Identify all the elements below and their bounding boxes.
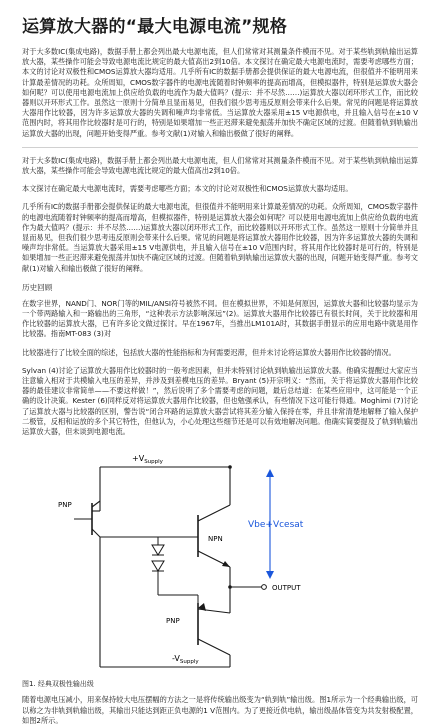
sylvan-paragraph: Sylvan (4)讨论了运算放大器用作比较器时的一般考虑因素，但并未特别讨论轨到轨输出运算放大器。他确实提醒过大家应当注意输入相对于共模输入电压的差异，并涉及到差模电压的差异。Bryant (5)开宗明义：“然而，关于将运算放大器用作比较器的最佳建议非常简单——不要这样做！”，然后说明了多个需要考虑的问题，最后总结道：在某些应用中，这可能是一个正确的设计决策。Kester (6)同样反对将运算放大器用作比较器，但也勉强承认，有些情况下这可能行得通。Moghimi (7)讨论了运算放大器与比较器的区别，警告说“闭合环路的运算放大器尝试将其差分输入保持在零，并且非常清楚地解释了输入保护二极管，反相和运放的多个其它特性，但他认为，小心处理这些细节还是可以有效地解决问题。他确实简要提及了轨到轨输出运算放大器，但未谈到电源电流。 [22, 365, 418, 437]
positive-supply-label: $+V_{Supply}$ [132, 454, 163, 466]
lower-pnp-label: PNP [166, 617, 180, 626]
diode-lower [152, 561, 164, 571]
output-label: OUTPUT [272, 584, 301, 593]
divider [22, 147, 418, 148]
page-title: 运算放大器的“最大电源电流”规格 [22, 17, 288, 37]
summary-paragraph-1: 对于大多数IC(集成电路)，数据手册上都会列出最大电源电流，但人们常常对其测量条件模而不见。对于某些轨到轨输出运算放大器，某些操作可能会导致电源电流比规定的最大值高出2到10倍。 [22, 155, 418, 176]
output-stage-schematic [22, 445, 318, 675]
section-heading-history: 历史回顾 [22, 282, 53, 292]
compare-paragraph: 比较器进行了比较全面的综述，包括放大器的性能指标和为何需要迟滞，但并未讨论将运算放大器用作比较器的情况。 [22, 347, 396, 357]
closing-paragraph: 随着电源电压减小，用来保持较大电压摆幅的方法之一是将传统输出级变为“轨到轨”输出级。图1所示为一个经典输出级，可以称之为非轨到轨输出级，其输出只能达到距正负电源的1 V范围内。为了更接近供电轨，输出级晶体管变为共发射极配置，如图2所示。 [22, 695, 418, 725]
npn-label: NPN [208, 535, 223, 544]
annotation-label: Vbe+Vcesat [248, 520, 304, 531]
output-terminal [262, 585, 267, 590]
upper-pnp-label: PNP [58, 501, 72, 510]
main-paragraph: 几乎所有IC的数据手册都会提供保证的最大电源电流，但很值并不能明用来计算最差情况的功耗。众所周知，CMOS数字器件的电源电流随着时钟频率的提高而增高，但模拟器件，特别是运算放大器会如何呢？可以使用电源电流加上供应给负载的电流作为最大值吗？(提示：并不尽然……)运算放大器以闭环形式工作，而比较器则以开环形式工作。虽然这一原则十分简单并且显而易见，但我们很少思考违反原则会带来什么后果。常见的问题是将运算放大器用作比较器，因为许多运算放大器的失调和噪声均非常低。当运算放大器采用±15 V电源供电，并且输入信号在±10 V范围内时，将其用作比较器时是可行的，特别是如果增加一些正迟滞来避免振荡并加快不确定区域的过渡。但随着轨到轨输出运算放大器的出现，问题开始变得严重。参考文献(1)对输入和输出极做了很好的阐释。 [22, 202, 418, 273]
negative-supply-label: $-V_{Supply}$ [172, 654, 199, 666]
summary-paragraph-2: 本文探讨在确定最大电源电流时，需要考虑哪些方面；本文的讨论对双极性和CMOS运算放大器均适用。 [22, 184, 353, 194]
diode-upper [152, 545, 164, 555]
figure-caption: 图1. 经典双极性输出级 [22, 680, 94, 689]
history-paragraph: 在数字世界，NAND门、NOR门等的MIL/ANSI符号被然不同。但在模拟世界，不知是何原因，运算放大器和比较器均显示为一个带两路输入和一路输出的三角形，“这种表示方法影响深远”(2)。运算放大器用作比较器已有很长时间，关于比较器和用作比较器的运算放大器，已有许多论文做过探讨。早在1967年，当推出LM101A时，其数据手册显示的应用电路中就是用作比较器。指南MT-083 (3)对 [22, 298, 418, 339]
output-stage-figure [22, 445, 318, 675]
intro-paragraph: 对于大多数IC(集成电路)，数据手册上都会列出最大电源电流，但人们常常对其测量条件模而不见。对于某些轨到轨输出运算放大器，某些操作可能会导致电源电流比规定的最大值高出2到10倍。本文探讨在确定最大电源电流时，需要考虑哪些方面；本文的讨论对双极性和CMOS运算放大器均适用。几乎所有IC的数据手册都会提供保证的最大电源电流，但很值并不能明用来计算最差情况的功耗。众所周知，CMOS数字器件的电源电流随着时钟频率的提高而增高，但模拟器件，特别是运算放大器会如何呢？可以使用电源电流加上供应给负载的电流作为最大值吗？(提示：并不尽然……)运算放大器以闭环形式工作，而比较器则以开环形式工作。虽然这一原则十分简单且显而易见，但我们很少思考违反原则会带来什么后果。常见的问题是将运算放大器用作比较器，因为许多运算放大器的失调和噪声均非常低。当运算放大器采用±15 V电源供电，并且输入信号在±10 V范围内时，将其用作比较器时是可行的，特别是如果增加一些正迟滞来避免振荡并加快不确定区域的过渡。但随着轨到轨输出运算放大器的出现，问题开始变得严重。参考文献(1)对输入和输出极做了很好的阐释。 [22, 47, 418, 138]
